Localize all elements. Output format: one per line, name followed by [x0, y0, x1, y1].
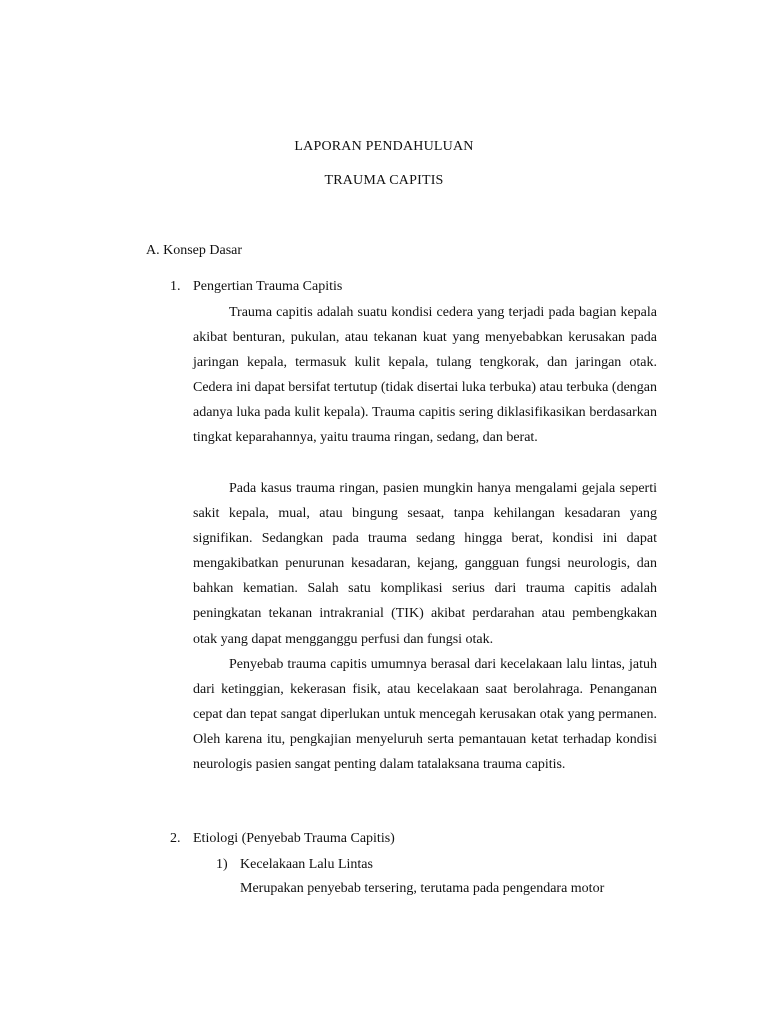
item-1-title: Pengertian Trauma Capitis: [193, 279, 343, 294]
document-subtitle: TRAUMA CAPITIS: [324, 173, 444, 188]
section-heading-a: A. Konsep Dasar: [146, 243, 243, 258]
paragraph-causes: Penyebab trauma capitis umumnya berasal dari kecelakaan lalu lintas, jatuh dari ketinggian, kekerasan fisik, atau kecelakaan saat berolahraga. Penanganan cepat dan tepat sangat diperlukan untuk mencegah kerusakan otak yang permanen. Oleh karena itu, pengkajian menyeluruh serta pemantauan ketat terhadap kondisi neurologis pasien sangat penting dalam tatalaksana trauma capitis.: [193, 657, 657, 773]
paragraph-definition: Trauma capitis adalah suatu kondisi cedera yang terjadi pada bagian kepala akibat benturan, pukulan, atau tekanan kuat yang menyebabkan kerusakan pada jaringan kepala, termasuk kulit kepala, tulang tengkorak, dan jaringan otak. Cedera ini dapat bersifat tertutup (tidak disertai luka terbuka) atau terbuka (dengan adanya luka pada kulit kepala). Trauma capitis sering diklasifikasikan berdasarkan tingkat keparahannya, yaitu trauma ringan, sedang, dan berat.: [193, 305, 657, 446]
document-title: LAPORAN PENDAHULUAN: [294, 139, 474, 154]
subitem-1-number: 1): [216, 857, 228, 872]
subitem-1-title: Kecelakaan Lalu Lintas: [240, 857, 373, 872]
item-1-number: 1.: [170, 279, 181, 294]
paragraph-severity: Pada kasus trauma ringan, pasien mungkin hanya mengalami gejala seperti sakit kepala, mual, atau bingung sesaat, tanpa kehilangan kesadaran yang signifikan. Sedangkan pada trauma sedang hingga berat, kondisi ini dapat mengakibatkan penurunan kesadaran, kejang, gangguan fungsi neurologis, dan bahkan kematian. Salah satu komplikasi serius dari trauma capitis adalah peningkatan tekanan intrakranial (TIK) akibat perdarahan atau pembengkakan otak yang dapat mengganggu perfusi dan fungsi otak.: [193, 481, 657, 647]
item-2-number: 2.: [170, 831, 181, 846]
item-2-title: Etiologi (Penyebab Trauma Capitis): [193, 831, 395, 846]
subitem-1-text: Merupakan penyebab tersering, terutama pada pengendara motor: [240, 881, 605, 896]
